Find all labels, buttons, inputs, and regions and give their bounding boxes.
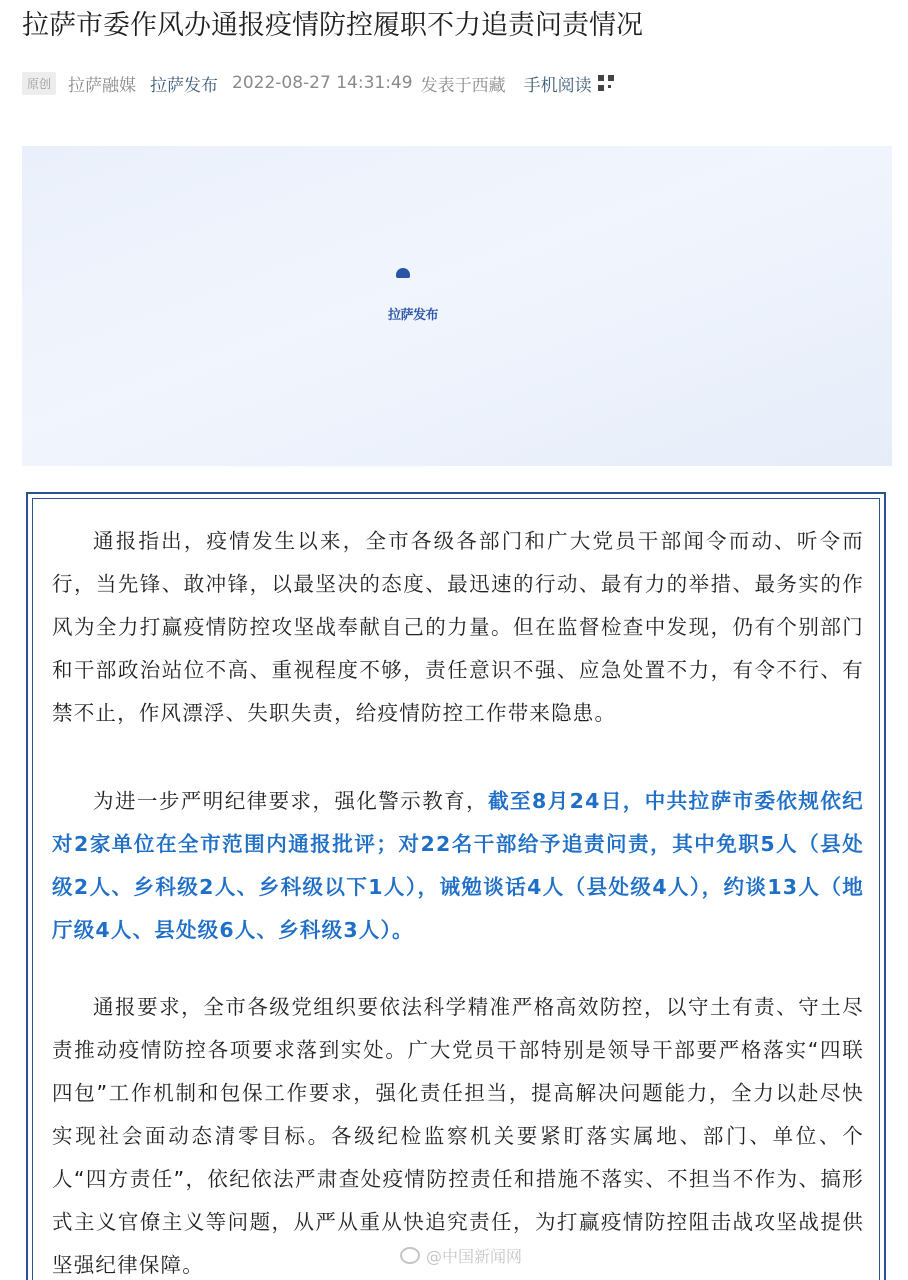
qr-code-icon[interactable] <box>598 75 614 91</box>
watermark-text: @中国新闻网 <box>426 1247 523 1266</box>
mobile-read-link[interactable]: 手机阅读 <box>523 75 592 96</box>
weibo-watermark <box>400 1244 522 1267</box>
lhasa-release-logo-icon <box>396 268 410 278</box>
article-meta <box>22 66 614 100</box>
article-title: 拉萨市委作风办通报疫情防控履职不力追责问责情况 <box>22 10 643 41</box>
publish-location: 发表于西藏 <box>420 75 506 96</box>
original-badge: 原创 <box>22 72 56 95</box>
body-paragraph-2 <box>52 780 864 952</box>
weibo-logo-icon <box>400 1247 420 1264</box>
cover-banner <box>22 146 892 466</box>
banner-brand-text: 拉萨发布 <box>388 308 439 323</box>
source-name: 拉萨融媒 <box>68 75 137 96</box>
body-paragraph-1: 通报指出，疫情发生以来，全市各级各部门和广大党员干部闻令而动、听令而行，当先锋、敢冲锋，以最坚决的态度、最迅速的行动、最有力的举措、最务实的作风为全力打赢疫情防控攻坚战奉献自己的力量。但在监督检查中发现，仍有个别部门和干部政治站位不高、重视程度不够，责任意识不强、应急处置不力，有令不行、有禁不止，作风漂浮、失职失责，给疫情防控工作带来隐患。 <box>52 529 864 725</box>
account-link[interactable]: 拉萨发布 <box>150 75 219 96</box>
paragraph-2-highlight: 截至8月24日，中共拉萨市委依规依纪对2家单位在全市范围内通报批评；对22名干部给予追责问责，其中免职5人（县处级2人、乡科级2人、乡科级以下1人），诫勉谈话4人（县处级4人），约谈13人（地厅级4人、县处级6人、乡科级3人）。 <box>52 789 864 942</box>
paragraph-2-lead: 为进一步严明纪律要求，强化警示教育， <box>93 789 489 813</box>
publish-time: 2022-08-27 14:31:49 <box>232 73 413 93</box>
body-paragraph-3: 通报要求，全市各级党组织要依法科学精准严格高效防控，以守土有责、守土尽责推动疫情防控各项要求落到实处。广大党员干部特别是领导干部要严格落实“四联四包”工作机制和包保工作要求，强化责任担当，提高解决问题能力，全力以赴尽快实现社会面动态清零目标。各级纪检监察机关要紧盯落实属地、部门、单位、个人“四方责任”，依纪依法严肃查处疫情防控责任和措施不落实、不担当不作为、搞形式主义官僚主义等问题，从严从重从快追究责任，为打赢疫情防控阻击战攻坚战提供坚强纪律保障。 <box>52 995 864 1277</box>
